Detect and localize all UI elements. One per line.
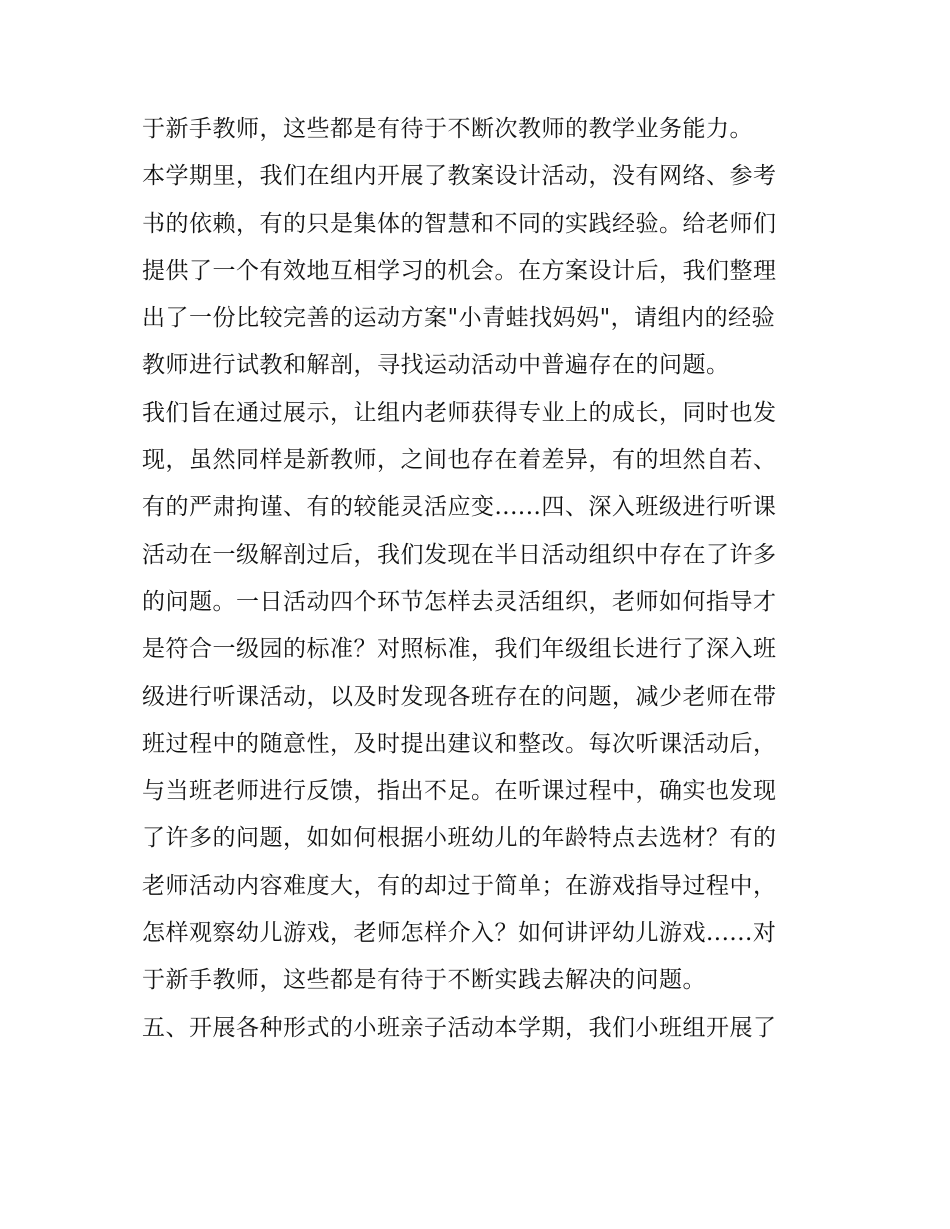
text-line: 活动在一级解剖过后，我们发现在半日活动组织中存在了许多 <box>142 541 777 568</box>
text-line: 是符合一级园的标准？对照标准，我们年级组长进行了深入班 <box>142 636 777 663</box>
text-line: 于新手教师，这些都是有待于不断实践去解决的问题。 <box>142 967 706 994</box>
text-line: 有的严肃拘谨、有的较能灵活应变......四、深入班级进行听课 <box>142 494 777 521</box>
text-line: 教师进行试教和解剖，寻找运动活动中普遍存在的问题。 <box>142 352 730 379</box>
text-line: 老师活动内容难度大，有的却过于简单；在游戏指导过程中， <box>142 872 777 899</box>
text-line: 现，虽然同样是新教师，之间也存在着差异，有的坦然自若、 <box>142 447 777 474</box>
text-line: 于新手教师，这些都是有待于不断次教师的教学业务能力。 <box>142 116 753 142</box>
text-line: 书的依赖，有的只是集体的智慧和不同的实践经验。给老师们 <box>142 210 777 237</box>
text-line: 提供了一个有效地互相学习的机会。在方案设计后，我们整理 <box>142 257 777 284</box>
document-body <box>142 106 818 1052</box>
text-line: 班过程中的随意性，及时提出建议和整改。每次听课活动后， <box>142 730 777 757</box>
text-line: 五、开展各种形式的小班亲子活动本学期，我们小班组开展了 <box>142 1014 777 1041</box>
text-line: 的问题。一日活动四个环节怎样去灵活组织，老师如何指导才 <box>142 588 777 615</box>
text-line: 级进行听课活动，以及时发现各班存在的问题，减少老师在带 <box>142 683 777 710</box>
text-line: 我们旨在通过展示，让组内老师获得专业上的成长，同时也发 <box>142 399 777 426</box>
text-line: 本学期里，我们在组内开展了教案设计活动，没有网络、参考 <box>142 163 777 190</box>
text-line: 出了一份比较完善的运动方案"小青蛙找妈妈"，请组内的经验 <box>142 305 776 332</box>
text-line: 了许多的问题，如如何根据小班幼儿的年龄特点去选材？有的 <box>142 825 777 852</box>
text-line: 与当班老师进行反馈，指出不足。在听课过程中，确实也发现 <box>142 778 777 805</box>
text-line: 怎样观察幼儿游戏，老师怎样介入？如何讲评幼儿游戏......对 <box>142 920 777 947</box>
